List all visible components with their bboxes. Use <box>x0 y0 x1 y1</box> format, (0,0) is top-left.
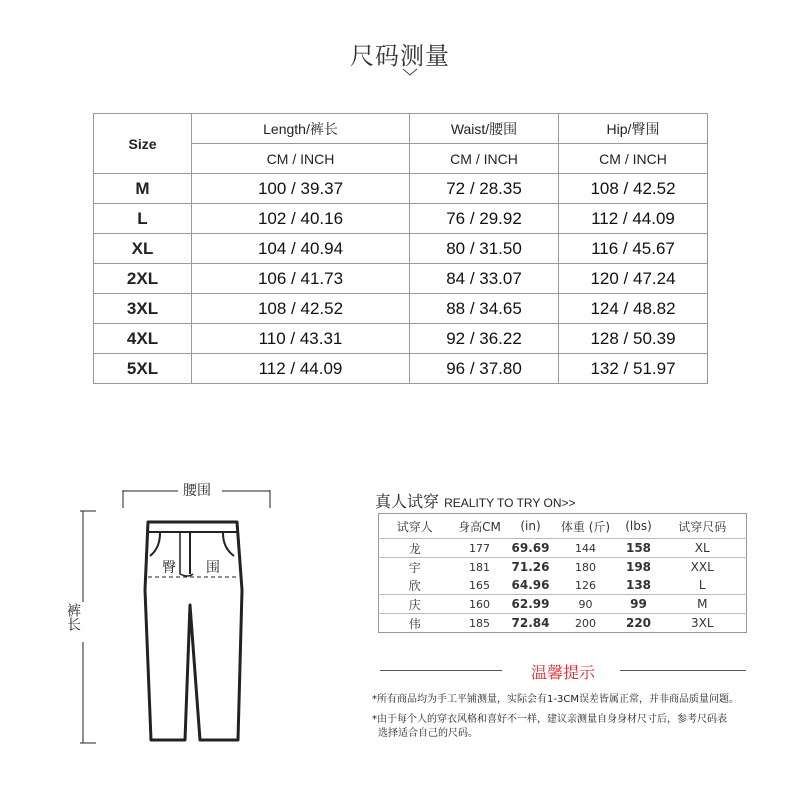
tips-divider <box>380 660 746 680</box>
table-row <box>379 595 747 614</box>
table-row <box>379 614 747 633</box>
size-cell: L <box>94 204 192 234</box>
tryon-size: M <box>659 595 747 614</box>
size-cell: 2XL <box>94 264 192 294</box>
waist-cell: 84 / 33.07 <box>410 264 559 294</box>
tryon-size: L <box>698 578 706 592</box>
tryon-size: 3XL <box>659 614 747 633</box>
table-row <box>94 234 708 264</box>
hip-label-2: 围 <box>206 560 220 576</box>
table-row <box>94 204 708 234</box>
tryon-header: 试穿人 <box>396 519 433 534</box>
tryon-in: 64.96 <box>511 578 550 592</box>
tryon-name: 欣 <box>408 578 421 593</box>
tryon-table <box>378 513 747 633</box>
hip-cell: 108 / 42.52 <box>559 174 708 204</box>
tryon-header: (in) <box>520 519 541 533</box>
length-header: Length/裤长 <box>192 114 410 144</box>
tryon-size: XXL <box>659 558 747 577</box>
hip-cell: 128 / 50.39 <box>559 324 708 354</box>
tryon-name: 龙 <box>379 539 451 558</box>
length-cell: 110 / 43.31 <box>192 324 410 354</box>
table-row <box>94 174 708 204</box>
size-cell: 4XL <box>94 324 192 354</box>
waist-unit: CM / INCH <box>410 144 559 174</box>
tryon-header: 体重 (斤) <box>560 519 611 534</box>
waist-header: Waist/腰围 <box>410 114 559 144</box>
tryon-in: 72.84 <box>509 614 553 633</box>
tryon-cm: 181 <box>451 558 509 577</box>
tryon-size: XL <box>659 539 747 558</box>
waist-cell: 72 / 28.35 <box>410 174 559 204</box>
tryon-jin: 200 <box>553 614 619 633</box>
table-row <box>94 324 708 354</box>
waist-cell: 88 / 34.65 <box>410 294 559 324</box>
length-cell: 100 / 39.37 <box>192 174 410 204</box>
hip-cell: 116 / 45.67 <box>559 234 708 264</box>
tips-label: 温馨提示 <box>530 663 595 682</box>
length-cell: 108 / 42.52 <box>192 294 410 324</box>
tip-note-2: *由于每个人的穿衣风格和喜好不一样，建议亲测量自身身材尺寸后，参考尺码表 <box>372 714 727 725</box>
waist-cell: 92 / 36.22 <box>410 324 559 354</box>
hip-unit: CM / INCH <box>559 144 708 174</box>
size-cell: 5XL <box>94 354 192 384</box>
tryon-name: 伟 <box>379 614 451 633</box>
tryon-jin: 144 <box>553 539 619 558</box>
hip-cell: 112 / 44.09 <box>559 204 708 234</box>
tryon-lbs: 158 <box>619 539 659 558</box>
page-title: 尺码测量 <box>350 42 450 70</box>
hip-cell: 132 / 51.97 <box>559 354 708 384</box>
hip-cell: 124 / 48.82 <box>559 294 708 324</box>
table-row <box>94 264 708 294</box>
size-chart-table <box>93 113 708 384</box>
tryon-lbs: 99 <box>619 595 659 614</box>
tryon-lbs: 198 <box>619 558 659 577</box>
length-unit: CM / INCH <box>192 144 410 174</box>
size-header: Size <box>94 114 192 174</box>
length-cell: 106 / 41.73 <box>192 264 410 294</box>
tip-note-1: *所有商品均为手工平铺测量，实际会有1-3CM误差皆属正常，并非商品质量问题。 <box>372 694 739 705</box>
tryon-cm: 160 <box>451 595 509 614</box>
tryon-cm: 177 <box>451 539 509 558</box>
table-row <box>94 294 708 324</box>
size-cell: M <box>94 174 192 204</box>
tryon-lbs: 138 <box>625 578 652 592</box>
tryon-header: 试穿尺码 <box>678 519 727 534</box>
tryon-in: 69.69 <box>509 539 553 558</box>
waist-label: 腰围 <box>183 483 211 499</box>
tryon-title-cn: 真人试穿 <box>375 492 440 511</box>
pants-diagram <box>60 470 300 760</box>
table-row <box>94 354 708 384</box>
length-cell: 102 / 40.16 <box>192 204 410 234</box>
chevron-down-icon <box>402 68 418 76</box>
size-cell: XL <box>94 234 192 264</box>
pants-outline <box>145 522 242 740</box>
tryon-title <box>375 489 576 512</box>
tryon-jin: 126 <box>575 578 596 592</box>
length-cell: 104 / 40.94 <box>192 234 410 264</box>
tryon-header: (lbs) <box>625 519 652 533</box>
tryon-lbs: 220 <box>619 614 659 633</box>
tip-note-2-cont: 选择适合自己的尺码。 <box>378 728 478 739</box>
size-cell: 3XL <box>94 294 192 324</box>
tryon-cm: 185 <box>451 614 509 633</box>
hip-cell: 120 / 47.24 <box>559 264 708 294</box>
waist-cell: 96 / 37.80 <box>410 354 559 384</box>
table-row <box>379 576 747 595</box>
tryon-in: 62.99 <box>509 595 553 614</box>
tryon-jin: 90 <box>553 595 619 614</box>
tryon-jin: 180 <box>553 558 619 577</box>
tryon-in: 71.26 <box>509 558 553 577</box>
tryon-name: 宇 <box>379 558 451 577</box>
tryon-cm: 165 <box>469 578 490 592</box>
length-cell: 112 / 44.09 <box>192 354 410 384</box>
length-label: 裤长 <box>65 603 81 631</box>
hip-label-1: 臀 <box>162 560 176 576</box>
table-row <box>379 558 747 577</box>
length-measure-line <box>80 511 96 743</box>
tryon-name: 庆 <box>379 595 451 614</box>
tryon-title-en: REALITY TO TRY ON>> <box>444 496 576 510</box>
waist-cell: 80 / 31.50 <box>410 234 559 264</box>
hip-header: Hip/臀围 <box>559 114 708 144</box>
tryon-header: 身高CM <box>458 519 501 534</box>
waist-cell: 76 / 29.92 <box>410 204 559 234</box>
table-row <box>379 539 747 558</box>
